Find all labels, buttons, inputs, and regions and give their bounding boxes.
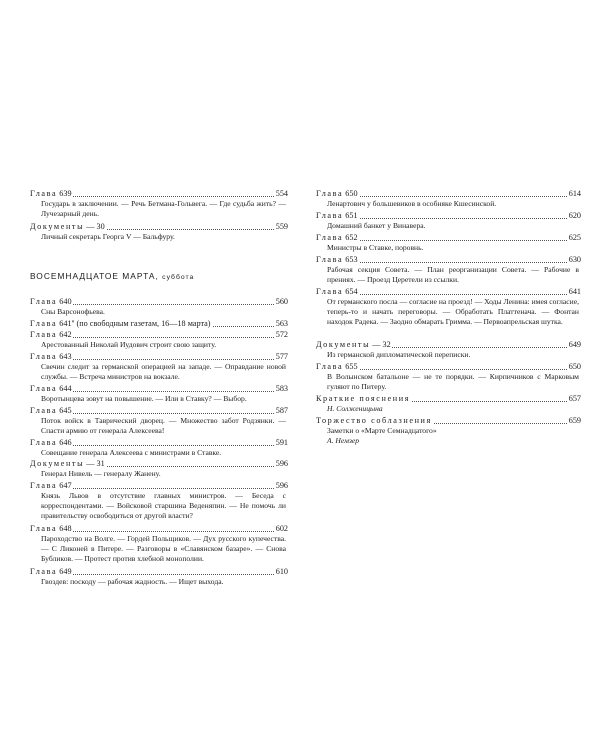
entry-description: Рабочая секция Совета. — План реорганизации Совета. — Рабочие в прениях. — Проезд Церетели из ссылки.	[327, 265, 579, 284]
entry-page: 650	[568, 362, 581, 371]
toc-entry	[30, 351, 288, 382]
toc-entry	[316, 232, 581, 253]
entry-label: Глава	[316, 362, 344, 371]
toc-entry	[316, 361, 581, 392]
entry-description: От германского посла — согласие на проезд! — Ходы Ленина: имея согласие, теперь-то и начать переговоры. — Обработать Платтенача. — Фонтан находок Радека. — Заодно обмарать Гримма. — Первоапрельская шутка.	[327, 297, 579, 326]
entry-number: 639	[59, 189, 72, 198]
toc-entry	[30, 566, 288, 587]
entry-number: 640	[59, 297, 72, 306]
entry-description: Генерал Нивель — генералу Жанену.	[41, 469, 161, 478]
entry-description: Арестованный Николай Иудович строит свою защиту.	[41, 340, 217, 349]
entry-number: 647	[59, 481, 72, 490]
entry-page: 649	[568, 340, 581, 349]
toc-entry	[30, 480, 288, 521]
entry-description: Н. Солженицына	[327, 404, 383, 413]
entry-description: Свечин следит за германской операцией на западе. — Оправдание новой службы. — Встреча министров на вокзале.	[41, 362, 286, 381]
entry-label: Глава	[316, 255, 344, 264]
entry-number: 645	[59, 406, 72, 415]
toc-entry	[30, 437, 288, 458]
toc-entry	[316, 188, 581, 209]
entry-page: 577	[275, 352, 288, 361]
entry-description: Министры в Ставке, поровнь.	[327, 243, 424, 252]
entry-number: 649	[59, 567, 72, 576]
entry-page: 559	[275, 222, 288, 231]
toc-entry	[316, 415, 581, 446]
toc-entry	[30, 523, 288, 564]
entry-label: Глава	[30, 189, 58, 198]
entry-number: 644	[59, 384, 72, 393]
entry-description: Гвоздев: поскоду — рабочая жадность. — Ищет выхода.	[41, 577, 224, 586]
entry-page: 659	[568, 416, 581, 425]
toc-entry	[30, 296, 288, 317]
entry-label: Глава	[30, 567, 58, 576]
entry-number: 654	[345, 287, 358, 296]
entry-description: Заметки о «Марте Семнадцатого»	[327, 426, 437, 435]
toc-entry	[30, 329, 288, 350]
entry-label: Глава	[30, 406, 58, 415]
entry-number: 641'' (по свободным газетам, 16—18 марта)	[59, 319, 211, 328]
entry-label: Глава	[316, 287, 344, 296]
entry-page: 583	[275, 384, 288, 393]
entry-description: Пароходство на Волге. — Гордей Польщиков. — Дух русского купечества. — С Ликоней в Питере. — Разговоры в «Славянском базаре». — Снова Бубликов. — Протест против хлебной монополии.	[41, 534, 286, 563]
entry-page: 657	[568, 394, 581, 403]
entry-label: Глава	[316, 233, 344, 242]
entry-number: 650	[345, 189, 358, 198]
entry-page: 641	[568, 287, 581, 296]
entry-label: Глава	[316, 211, 344, 220]
entry-author: А. Немзер	[327, 436, 360, 445]
entry-page: 620	[568, 211, 581, 220]
section-title: ВОСЕМНАДЦАТОЕ МАРТА,	[30, 271, 159, 281]
entry-number: 653	[345, 255, 358, 264]
entry-page: 572	[275, 330, 288, 339]
entry-label: Документы	[316, 340, 371, 349]
entry-number: 32	[382, 340, 391, 349]
entry-number: 655	[345, 362, 358, 371]
entry-label: Глава	[30, 524, 58, 533]
entry-number: 648	[59, 524, 72, 533]
entry-description: Князь Львов в отсутствие главных министров. — Беседа с корреспондентами. — Войсковой старшина Веденяпин. — Не помочь ли правительству освободиться от другой власти?	[41, 491, 286, 520]
toc-entry	[316, 286, 581, 327]
entry-description: Сны Варсонофьева.	[41, 307, 105, 316]
entry-number: 646	[59, 438, 72, 447]
entry-page: 630	[568, 255, 581, 264]
section-subtitle: суббота	[162, 274, 195, 281]
entry-number: 652	[345, 233, 358, 242]
entry-label: Глава	[30, 319, 58, 328]
entry-page: 587	[275, 406, 288, 415]
entry-label: Глава	[30, 330, 58, 339]
entry-description: Домашний банкет у Винавера.	[327, 221, 426, 230]
entry-label: Глава	[30, 297, 58, 306]
entry-page: 614	[568, 189, 581, 198]
entry-description: Совещание генерала Алексеева с министрами в Ставке.	[41, 448, 222, 457]
section-heading	[30, 271, 288, 281]
entry-label: Глава	[30, 481, 58, 490]
toc-entry	[30, 383, 288, 404]
toc-entry	[316, 210, 581, 231]
entry-page: 554	[275, 189, 288, 198]
entry-number: 31	[96, 459, 105, 468]
entry-description: Ленартович у большевиков в особняке Кшесинской.	[327, 199, 497, 208]
entry-number: 651	[345, 211, 358, 220]
entry-description: Личный секретарь Георга V — Бальфуру.	[41, 232, 175, 241]
entry-description: Воротынцева зовут на повышение. — Или в Ставку? — Выбор.	[41, 394, 247, 403]
entry-page: 596	[275, 481, 288, 490]
entry-page: 602	[275, 524, 288, 533]
entry-label: Глава	[316, 189, 344, 198]
entry-label: Глава	[30, 384, 58, 393]
entry-page: 610	[275, 567, 288, 576]
entry-description: В Волынском батальоне — не те порядки. — Кирпичников с Марковым гуляют по Питеру.	[327, 372, 579, 391]
toc-entry	[316, 254, 581, 285]
entry-number: 642	[59, 330, 72, 339]
toc-entry	[30, 405, 288, 436]
entry-page: 591	[275, 438, 288, 447]
entry-label: Торжество соблазнения	[316, 416, 432, 425]
toc-entry	[30, 188, 288, 219]
entry-description: Государь в заключении. — Речь Бетмана-Гольвега. — Где судьба жить? — Лучезарный день.	[41, 199, 286, 218]
entry-label: Документы	[30, 222, 85, 231]
entry-label: Краткие пояснения	[316, 394, 411, 403]
entry-number: 643	[59, 352, 72, 361]
entry-page: 596	[275, 459, 288, 468]
toc-entry: Документы — 30 559 Личный секретарь Георга V — Бальфуру.	[30, 222, 288, 241]
entry-label: Глава	[30, 438, 58, 447]
toc-entry: Документы — 31 596 Генерал Нивель — генералу Жанену.	[30, 459, 288, 478]
entry-description: Поток войск в Таврический дворец. — Множество забот Родзянки. — Спасти армию от генерала Алексеева!	[41, 416, 286, 435]
entry-page: 560	[275, 297, 288, 306]
toc-entry	[316, 393, 581, 414]
entry-label: Глава	[30, 352, 58, 361]
entry-description: Из германской дипломатической переписки.	[327, 350, 471, 359]
toc-entry	[30, 318, 288, 329]
entry-label: Документы	[30, 459, 85, 468]
entry-number: 30	[96, 222, 105, 231]
entry-page: 563	[275, 319, 288, 328]
toc-entry: Документы — 32 649 Из германской дипломатической переписки.	[316, 340, 581, 359]
entry-page: 625	[568, 233, 581, 242]
